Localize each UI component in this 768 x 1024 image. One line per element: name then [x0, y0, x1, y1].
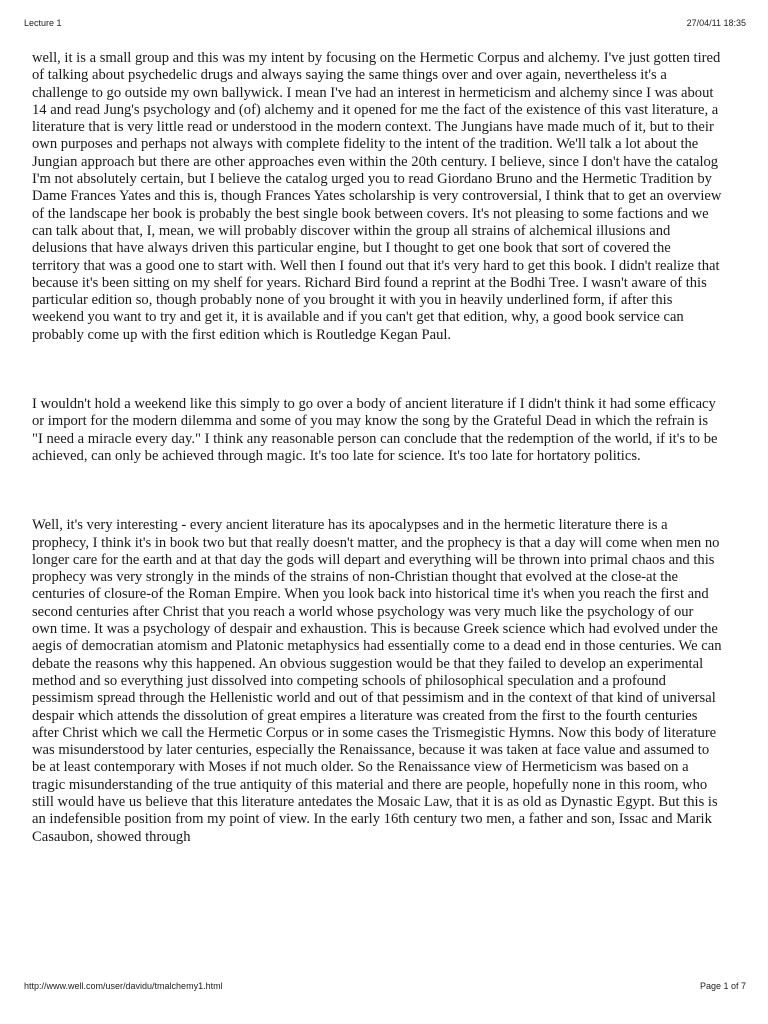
- footer-url[interactable]: http://www.well.com/user/davidu/tmalchemy1.html: [24, 981, 223, 991]
- page-footer: [24, 981, 746, 991]
- page-header: [24, 18, 746, 28]
- paragraph-3: Well, it's very interesting - every ancient literature has its apocalypses and in the hermetic literature there is a prophecy, I think it's in book two but that really doesn't matter, and the prophecy is that a day will come when men no longer care for the earth and at that day the gods will depart and everything will be thrown into primal chaos and this prophecy was very strongly in the minds of the strains of non-Christian thought that evolved at the close-at the centuries of closure-of the Roman Empire. When you look back into historical time it's when you reach the first and second centuries after Christ that you reach a world whose psychology was very much like the psychology of our own time. It was a psychology of despair and exhaustion. This is because Greek science which had evolved under the aegis of democratian atomism and Platonic metaphysics had essentially come to a dead end in those centuries. We can debate the reasons why this happened. An obvious suggestion would be that they failed to develop an experimental method and so everything just dissolved into competing schools of philosophical speculation and a profound pessimism spread through the Hellenistic world and out of that pessimism and in the context of that kind of universal despair which attends the dissolution of great empires a literature was created from the first to the fourth centuries after Christ which we call the Hermetic Corpus or in some cases the Trismegistic Hymns. Now this body of literature was misunderstood by later centuries, especially the Renaissance, because it was taken at face value and assumed to be at least contemporary with Moses if not much older. So the Renaissance view of Hermeticism was based on a tragic misunderstanding of the true antiquity of this material and there are people, hopefully none in this room, who still would have us believe that this literature antedates the Mosaic Law, that it is as old as Dynastic Egypt. But this is an indefensible position from my point of view. In the early 16th century two men, a father and son, Issac and Marik Casaubon, showed through: [32, 517, 722, 845]
- header-title: Lecture 1: [24, 18, 62, 28]
- paragraph-1: well, it is a small group and this was my intent by focusing on the Hermetic Corpus and alchemy. I've just gotten tired of talking about psychedelic drugs and always saying the same things over and over again, nevertheless it's a challenge to go outside my own ballywick. I mean I've had an interest in hermeticism and alchemy since I was about 14 and read Jung's psychology and (of) alchemy and it opened for me the fact of the existence of this vast literature, a literature that is very little read or understood in the modern context. The Jungians have made much of it, but to their own purposes and perhaps not always with complete fidelity to the intent of the tradition. We'll talk a lot about the Jungian approach but there are other approaches even within the 20th century. I believe, since I don't have the catalog I'm not absolutely certain, but I believe the catalog urged you to read Giordano Bruno and the Hermetic Tradition by Dame Frances Yates and this is, though Frances Yates scholarship is very controversial, I think that to get an overview of the landscape her book is probably the best single book between covers. It's not pleasing to some factions and we can talk about that, I, mean, we will probably discover within the group all strains of alchemical illusions and delusions that have always driven this particular engine, but I thought to get one book that sort of covered the territory that was a good one to start with. Well then I found out that it's very hard to get this book. I didn't realize that because it's been sitting on my shelf for years. Richard Bird found a reprint at the Bodhi Tree. I wasn't aware of this particular edition so, though probably none of you brought it with you in heavily underlined form, if after this weekend you want to try and get it, it is available and if you can't get that edition, why, a good book service can probably come up with the first edition which is Routledge Kegan Paul.: [32, 50, 722, 343]
- paragraph-2: I wouldn't hold a weekend like this simply to go over a body of ancient literature if I didn't think it had some efficacy or import for the modern dilemma and some of you may know the song by the Grateful Dead in which the refrain is "I need a miracle every day." I think any reasonable person can conclude that the redemption of the world, if it's to be achieved, can only be achieved through magic. It's too late for science. It's too late for hortatory politics.: [32, 396, 718, 464]
- document-body: [32, 50, 722, 846]
- header-timestamp: 27/04/11 18:35: [686, 18, 746, 28]
- page-number: Page 1 of 7: [699, 981, 746, 991]
